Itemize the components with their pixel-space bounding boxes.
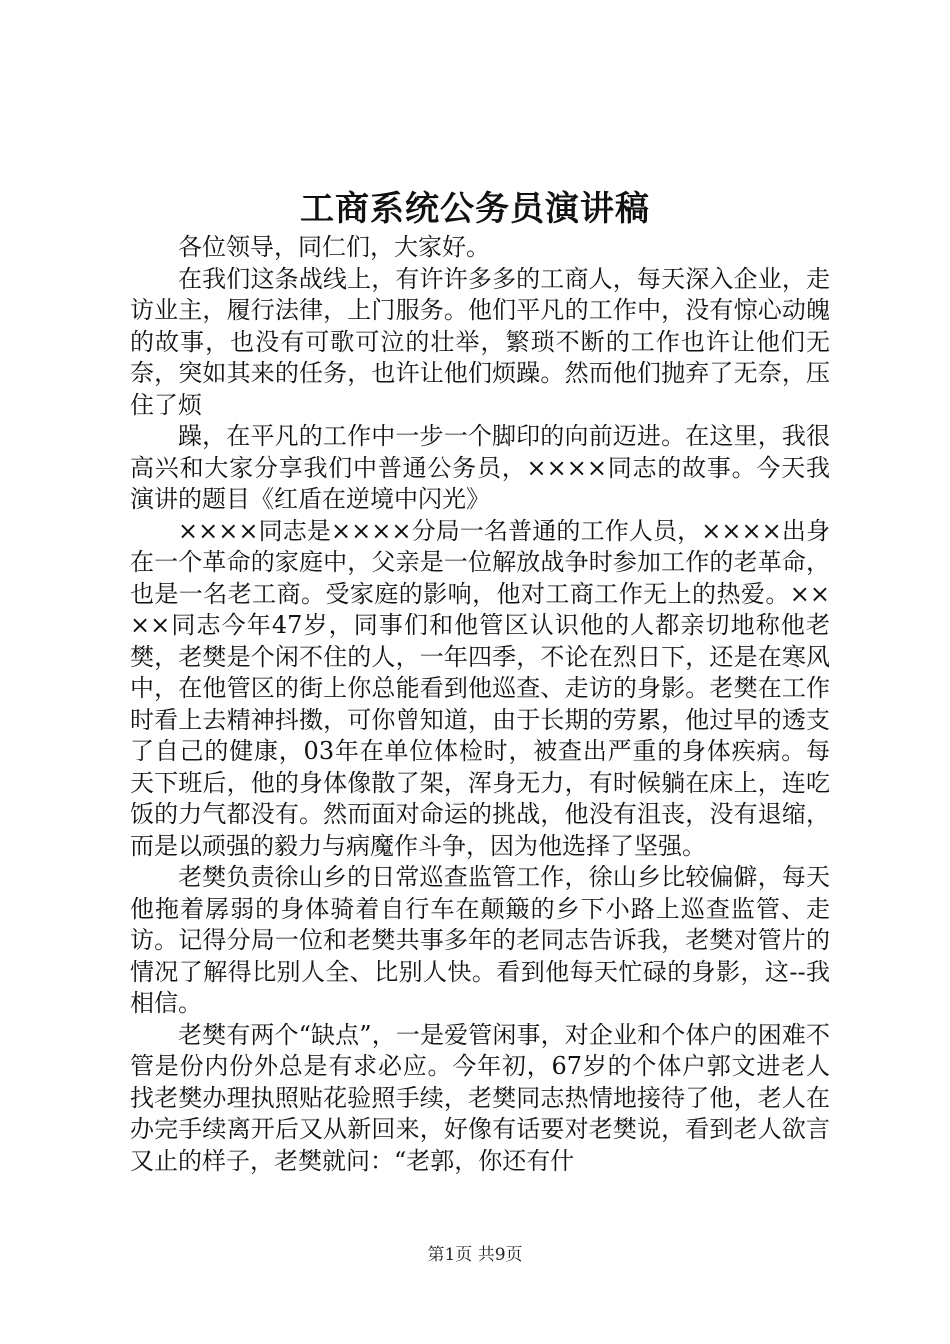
paragraph-greeting: 各位领导，同仁们，大家好。 [178,233,490,261]
paragraph-topic: 躁，在平凡的工作中一步一个脚印的向前迈进。在这里，我很高兴和大家分享我们中普通公务员，××××同志的故事。今天我演讲的题目《红盾在逆境中闪光》 [130,422,830,513]
paragraph-shortcomings: 老樊有两个“缺点”，一是爱管闲事，对企业和个体户的困难不管是份内份外总是有求必应。今年初，67岁的个体户郭文进老人找老樊办理执照贴花验照手续，老樊同志热情地接待了他，老人在办完手续离开后又从新回来，好像有话要对老樊说，看到老人欲言又止的样子，老樊就问：“老郭，你还有什 [130,1020,830,1175]
paragraph-patrol: 老樊负责徐山乡的日常巡查监管工作，徐山乡比较偏僻，每天他拖着孱弱的身体骑着自行车在颠簸的乡下小路上巡查监管、走访。记得分局一位和老樊共事多年的老同志告诉我，老樊对管片的情况了解得比别人全、比别人快。看到他每天忙碌的身影，这--我相信。 [130,863,830,1017]
document-title: 工商系统公务员演讲稿 [300,189,650,229]
paragraph-background: ××××同志是××××分局一名普通的工作人员，××××出身在一个革命的家庭中，父亲是一位解放战争时参加工作的老革命，也是一名老工商。受家庭的影响，他对工商工作无上的热爱。××××同志今年47岁，同事们和他管区认识他的人都亲切地称他老樊，老樊是个闲不住的人，一年四季，不论在烈日下，还是在寒风中，在他管区的街上你总能看到他巡查、走访的身影。老樊在工作时看上去精神抖擞，可你曾知道，由于长期的劳累，他过早的透支了自己的健康，03年在单位体检时，被查出严重的身体疾病。每天下班后，他的身体像散了架，浑身无力，有时候躺在床上，连吃饭的力气都没有。然而面对命运的挑战，他没有沮丧，没有退缩，而是以顽强的毅力与病魔作斗争，因为他选择了坚强。 [130,516,830,860]
document-body [130,232,830,1177]
page-footer: 第1页 共9页 [427,1245,523,1265]
paragraph-intro: 在我们这条战线上，有许许多多的工商人，每天深入企业，走访业主，履行法律，上门服务。他们平凡的工作中，没有惊心动魄的故事，也没有可歌可泣的壮举，繁琐不断的工作也许让他们无奈，突如其来的任务，也许让他们烦躁。然而他们抛弃了无奈，压住了烦 [130,264,830,419]
